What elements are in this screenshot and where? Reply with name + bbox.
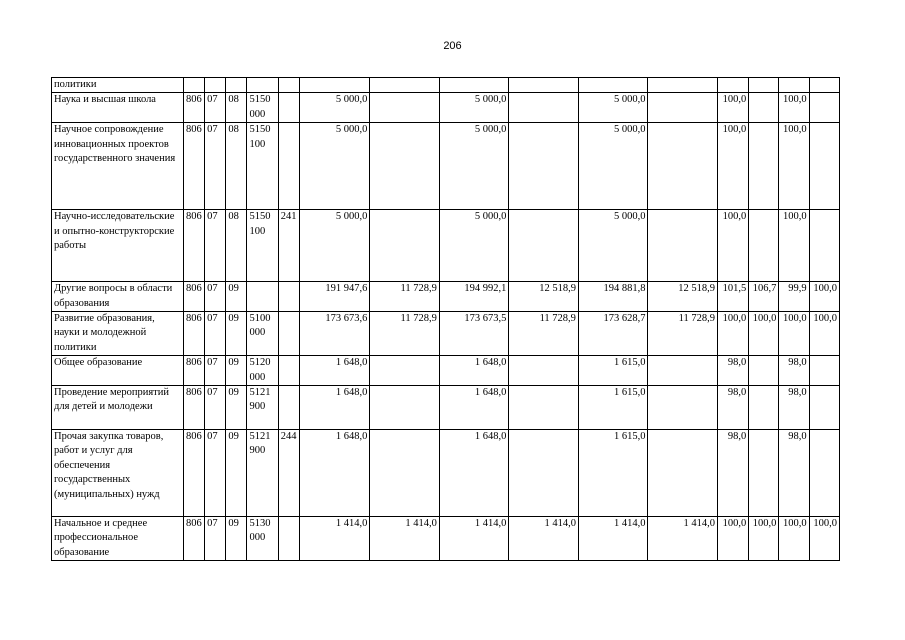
cell-subsection-code (226, 78, 247, 93)
cell-percent-4 (809, 386, 839, 430)
cell-section-code: 07 (205, 93, 226, 123)
cell-ministry-code: 806 (184, 356, 205, 386)
cell-subsection-code: 08 (226, 210, 247, 282)
budget-table (51, 77, 840, 561)
cell-value-5 (578, 78, 648, 93)
cell-percent-4 (809, 430, 839, 517)
cell-percent-3: 100,0 (779, 312, 809, 356)
cell-percent-2 (749, 93, 779, 123)
cell-percent-1: 101,5 (717, 282, 748, 312)
cell-expense-type-code (278, 78, 299, 93)
page-number: 206 (443, 40, 462, 52)
cell-section-code (205, 78, 226, 93)
cell-value-4: 11 728,9 (509, 312, 579, 356)
cell-name: Общее образование (52, 356, 184, 386)
cell-name: Наука и высшая школа (52, 93, 184, 123)
cell-expense-type-code (278, 282, 299, 312)
cell-value-4 (509, 123, 579, 210)
cell-ministry-code: 806 (184, 386, 205, 430)
cell-percent-3: 100,0 (779, 517, 809, 561)
cell-section-code: 07 (205, 123, 226, 210)
cell-value-2 (370, 430, 440, 517)
cell-name: Научно-исследовательские и опытно-конструкторские работы (52, 210, 184, 282)
cell-subsection-code: 09 (226, 356, 247, 386)
cell-name: политики (52, 78, 184, 93)
cell-value-1: 191 947,6 (299, 282, 370, 312)
cell-percent-1: 100,0 (717, 123, 748, 210)
cell-value-2: 11 728,9 (370, 312, 440, 356)
cell-target-code (247, 282, 278, 312)
cell-percent-1: 100,0 (717, 210, 748, 282)
cell-value-4 (509, 93, 579, 123)
cell-percent-1: 98,0 (717, 430, 748, 517)
cell-value-1: 173 673,6 (299, 312, 370, 356)
cell-value-6 (648, 210, 718, 282)
cell-value-5: 5 000,0 (578, 93, 648, 123)
cell-ministry-code: 806 (184, 430, 205, 517)
cell-value-2 (370, 356, 440, 386)
cell-percent-1: 98,0 (717, 386, 748, 430)
cell-section-code: 07 (205, 386, 226, 430)
cell-percent-2 (749, 123, 779, 210)
cell-value-4 (509, 78, 579, 93)
cell-percent-4: 100,0 (809, 282, 839, 312)
cell-percent-2: 100,0 (749, 517, 779, 561)
cell-subsection-code: 09 (226, 430, 247, 517)
cell-value-2 (370, 78, 440, 93)
cell-section-code: 07 (205, 430, 226, 517)
cell-value-3: 5 000,0 (439, 93, 509, 123)
cell-value-6 (648, 93, 718, 123)
cell-value-5: 1 615,0 (578, 386, 648, 430)
cell-expense-type-code (278, 93, 299, 123)
cell-percent-1: 100,0 (717, 517, 748, 561)
cell-percent-3: 98,0 (779, 430, 809, 517)
cell-percent-3: 99,9 (779, 282, 809, 312)
cell-value-5: 194 881,8 (578, 282, 648, 312)
cell-value-1: 5 000,0 (299, 210, 370, 282)
cell-value-4 (509, 430, 579, 517)
cell-subsection-code: 09 (226, 517, 247, 561)
cell-percent-2: 100,0 (749, 312, 779, 356)
cell-expense-type-code (278, 386, 299, 430)
cell-value-5: 1 615,0 (578, 430, 648, 517)
budget-table-body (52, 78, 840, 561)
cell-value-3: 1 414,0 (439, 517, 509, 561)
cell-percent-2: 106,7 (749, 282, 779, 312)
cell-value-6: 1 414,0 (648, 517, 718, 561)
cell-percent-1: 100,0 (717, 312, 748, 356)
table-row (52, 123, 840, 210)
cell-value-4: 1 414,0 (509, 517, 579, 561)
cell-value-6 (648, 78, 718, 93)
cell-value-1: 1 648,0 (299, 356, 370, 386)
cell-target-code: 5150 000 (247, 93, 278, 123)
cell-value-5: 1 414,0 (578, 517, 648, 561)
cell-percent-4 (809, 123, 839, 210)
cell-percent-4: 100,0 (809, 312, 839, 356)
table-row (52, 312, 840, 356)
cell-value-6 (648, 123, 718, 210)
cell-expense-type-code (278, 356, 299, 386)
cell-expense-type-code: 244 (278, 430, 299, 517)
cell-value-2 (370, 93, 440, 123)
cell-target-code: 5120 000 (247, 356, 278, 386)
cell-section-code: 07 (205, 312, 226, 356)
cell-name: Развитие образования, науки и молодежной политики (52, 312, 184, 356)
cell-value-1: 5 000,0 (299, 123, 370, 210)
cell-percent-4 (809, 210, 839, 282)
cell-percent-3: 98,0 (779, 386, 809, 430)
cell-target-code: 5150 100 (247, 210, 278, 282)
cell-expense-type-code: 241 (278, 210, 299, 282)
cell-value-1: 1 414,0 (299, 517, 370, 561)
cell-value-1: 5 000,0 (299, 93, 370, 123)
cell-expense-type-code (278, 517, 299, 561)
cell-percent-3: 100,0 (779, 123, 809, 210)
cell-ministry-code: 806 (184, 282, 205, 312)
cell-ministry-code: 806 (184, 123, 205, 210)
cell-value-4 (509, 386, 579, 430)
cell-percent-2 (749, 386, 779, 430)
cell-value-3: 173 673,5 (439, 312, 509, 356)
cell-target-code: 5130 000 (247, 517, 278, 561)
cell-ministry-code: 806 (184, 312, 205, 356)
cell-name: Научное сопровождение инновационных проектов государственного значения (52, 123, 184, 210)
cell-subsection-code: 09 (226, 282, 247, 312)
cell-percent-1: 100,0 (717, 93, 748, 123)
table-row (52, 282, 840, 312)
cell-value-2: 1 414,0 (370, 517, 440, 561)
cell-value-1 (299, 78, 370, 93)
table-row (52, 78, 840, 93)
cell-value-6 (648, 356, 718, 386)
table-row (52, 386, 840, 430)
cell-value-4: 12 518,9 (509, 282, 579, 312)
table-row (52, 356, 840, 386)
cell-subsection-code: 08 (226, 93, 247, 123)
cell-value-3: 1 648,0 (439, 430, 509, 517)
cell-value-2 (370, 123, 440, 210)
table-row (52, 210, 840, 282)
cell-percent-4: 100,0 (809, 517, 839, 561)
cell-percent-4 (809, 78, 839, 93)
cell-target-code: 5121 900 (247, 386, 278, 430)
cell-target-code: 5121 900 (247, 430, 278, 517)
cell-subsection-code: 09 (226, 312, 247, 356)
cell-value-3: 194 992,1 (439, 282, 509, 312)
cell-value-4 (509, 210, 579, 282)
cell-value-3: 5 000,0 (439, 210, 509, 282)
cell-percent-4 (809, 93, 839, 123)
cell-section-code: 07 (205, 517, 226, 561)
cell-ministry-code: 806 (184, 210, 205, 282)
cell-name: Прочая закупка товаров, работ и услуг для обеспечения государственных (муниципальных) нужд (52, 430, 184, 517)
cell-value-6: 11 728,9 (648, 312, 718, 356)
cell-percent-3: 98,0 (779, 356, 809, 386)
cell-ministry-code: 806 (184, 517, 205, 561)
cell-percent-4 (809, 356, 839, 386)
table-row (52, 93, 840, 123)
cell-percent-2 (749, 430, 779, 517)
cell-value-6: 12 518,9 (648, 282, 718, 312)
cell-expense-type-code (278, 123, 299, 210)
cell-percent-2 (749, 356, 779, 386)
cell-value-5: 173 628,7 (578, 312, 648, 356)
cell-percent-3 (779, 78, 809, 93)
cell-name: Начальное и среднее профессиональное образование (52, 517, 184, 561)
cell-value-2 (370, 386, 440, 430)
cell-value-5: 1 615,0 (578, 356, 648, 386)
cell-percent-2 (749, 78, 779, 93)
cell-value-6 (648, 430, 718, 517)
cell-section-code: 07 (205, 282, 226, 312)
cell-subsection-code: 09 (226, 386, 247, 430)
cell-value-4 (509, 356, 579, 386)
cell-value-2 (370, 210, 440, 282)
cell-value-5: 5 000,0 (578, 123, 648, 210)
cell-value-3 (439, 78, 509, 93)
cell-expense-type-code (278, 312, 299, 356)
cell-ministry-code: 806 (184, 93, 205, 123)
cell-value-5: 5 000,0 (578, 210, 648, 282)
cell-percent-2 (749, 210, 779, 282)
cell-percent-3: 100,0 (779, 93, 809, 123)
cell-target-code: 5100 000 (247, 312, 278, 356)
cell-name: Другие вопросы в области образования (52, 282, 184, 312)
cell-value-3: 5 000,0 (439, 123, 509, 210)
cell-percent-3: 100,0 (779, 210, 809, 282)
cell-value-3: 1 648,0 (439, 386, 509, 430)
cell-target-code: 5150 100 (247, 123, 278, 210)
cell-section-code: 07 (205, 210, 226, 282)
cell-name: Проведение мероприятий для детей и молодежи (52, 386, 184, 430)
cell-ministry-code (184, 78, 205, 93)
cell-value-3: 1 648,0 (439, 356, 509, 386)
table-row (52, 430, 840, 517)
cell-subsection-code: 08 (226, 123, 247, 210)
table-row (52, 517, 840, 561)
cell-value-6 (648, 386, 718, 430)
cell-value-1: 1 648,0 (299, 386, 370, 430)
cell-percent-1: 98,0 (717, 356, 748, 386)
cell-target-code (247, 78, 278, 93)
cell-percent-1 (717, 78, 748, 93)
cell-section-code: 07 (205, 356, 226, 386)
cell-value-1: 1 648,0 (299, 430, 370, 517)
cell-value-2: 11 728,9 (370, 282, 440, 312)
